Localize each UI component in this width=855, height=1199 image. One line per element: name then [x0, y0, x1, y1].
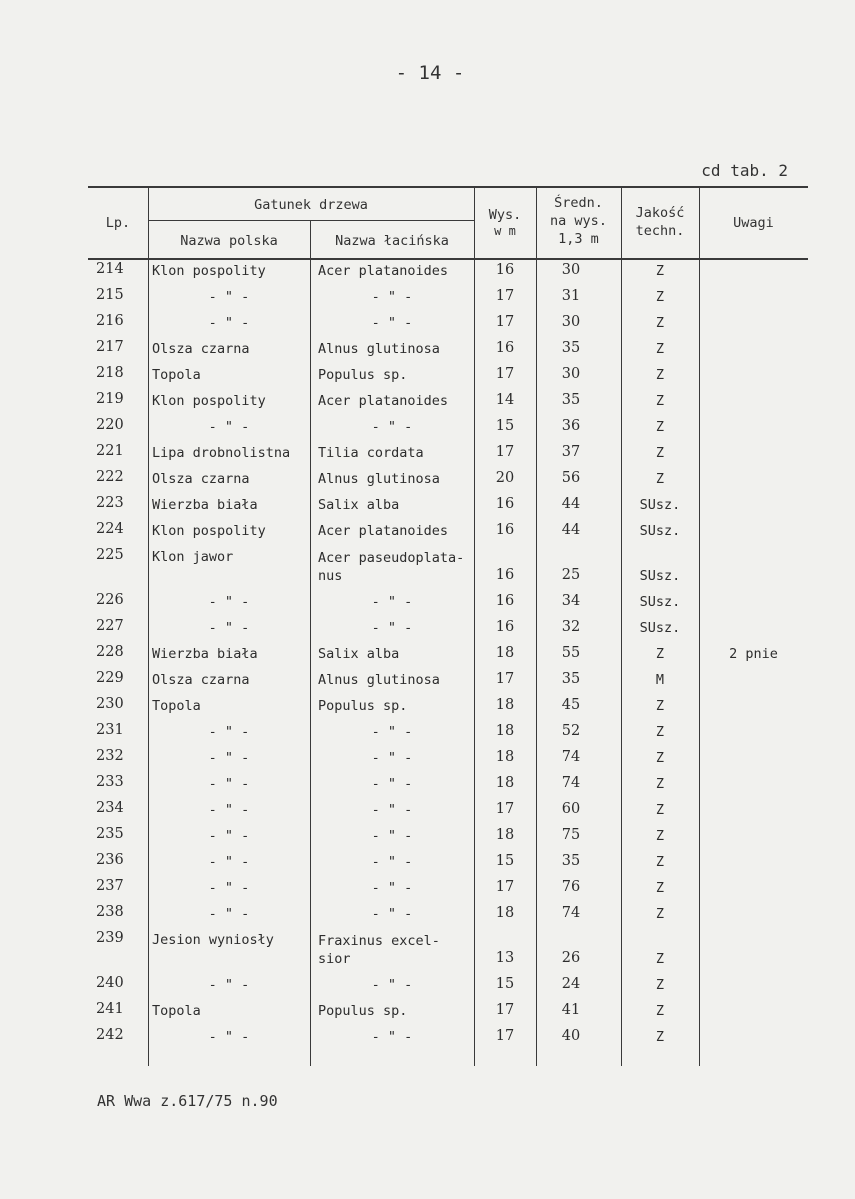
row-nazwa-lacinska: - " - — [371, 880, 413, 896]
row-nazwa-polska: - " - — [208, 315, 250, 331]
row-nazwa-polska: Topola — [152, 1003, 201, 1019]
row-nazwa-lacinska: - " - — [371, 419, 413, 435]
row-srednica: 36 — [561, 418, 581, 434]
row-lp: 214 — [96, 261, 124, 277]
row-jakosc: Z — [655, 289, 665, 305]
row-lp: 224 — [96, 521, 124, 537]
row-nazwa-lacinska: Tilia cordata — [318, 445, 424, 461]
row-nazwa-polska: - " - — [208, 776, 250, 792]
table-continuation-label: cd tab. 2 — [701, 161, 788, 180]
row-nazwa-polska: - " - — [208, 1029, 250, 1045]
row-jakosc: Z — [655, 854, 665, 870]
row-wysokosc: 17 — [495, 801, 515, 817]
row-nazwa-polska: Jesion wyniosły — [152, 932, 274, 948]
header-nazwa-polska: Nazwa polska — [180, 233, 278, 249]
row-jakosc: Z — [655, 776, 665, 792]
archive-reference: AR Wwa z.617/75 n.90 — [97, 1092, 278, 1110]
row-nazwa-polska: - " - — [208, 802, 250, 818]
row-nazwa-lacinska: Acer platanoides — [318, 393, 449, 409]
row-wysokosc: 18 — [495, 697, 515, 713]
row-srednica: 24 — [561, 976, 581, 992]
row-wysokosc: 17 — [495, 444, 515, 460]
row-lp: 218 — [96, 365, 124, 381]
row-srednica: 40 — [561, 1028, 581, 1044]
row-wysokosc: 14 — [495, 392, 515, 408]
row-wysokosc: 17 — [495, 671, 515, 687]
row-srednica: 60 — [561, 801, 581, 817]
row-nazwa-polska: - " - — [208, 750, 250, 766]
row-lp: 223 — [96, 495, 124, 511]
row-nazwa-polska: Topola — [152, 698, 201, 714]
row-lp: 229 — [96, 670, 124, 686]
row-nazwa-polska: - " - — [208, 724, 250, 740]
row-nazwa-lacinska: Acer platanoides — [318, 523, 449, 539]
row-srednica: 76 — [561, 879, 581, 895]
row-nazwa-polska: - " - — [208, 880, 250, 896]
row-wysokosc: 17 — [495, 879, 515, 895]
col-divider-uw — [699, 186, 700, 1066]
row-jakosc: Z — [655, 393, 665, 409]
row-nazwa-lacinska: Salix alba — [318, 497, 400, 513]
row-lp: 222 — [96, 469, 124, 485]
row-srednica: 55 — [561, 645, 581, 661]
row-jakosc: Z — [655, 698, 665, 714]
row-lp: 220 — [96, 417, 124, 433]
row-lp: 237 — [96, 878, 124, 894]
row-wysokosc: 18 — [495, 905, 515, 921]
row-jakosc: Z — [655, 1029, 665, 1045]
row-jakosc: Z — [655, 906, 665, 922]
row-jakosc: Z — [655, 724, 665, 740]
header-lp: Lp. — [105, 215, 131, 231]
row-nazwa-lacinska: Salix alba — [318, 646, 400, 662]
row-wysokosc: 16 — [495, 522, 515, 538]
row-nazwa-polska: Olsza czarna — [152, 471, 250, 487]
row-srednica: 30 — [561, 314, 581, 330]
row-nazwa-polska: Olsza czarna — [152, 341, 250, 357]
row-uwagi: 2 pnie — [729, 646, 778, 662]
row-lp: 235 — [96, 826, 124, 842]
row-jakosc: SUsz. — [639, 594, 681, 610]
row-lp: 221 — [96, 443, 124, 459]
table-top-rule — [88, 186, 808, 188]
subheader-rule — [148, 220, 474, 221]
row-nazwa-lacinska: - " - — [371, 854, 413, 870]
header-jakosc-1: Jakość — [635, 205, 685, 221]
row-lp: 241 — [96, 1001, 124, 1017]
row-lp: 232 — [96, 748, 124, 764]
row-jakosc: Z — [655, 315, 665, 331]
row-srednica: 35 — [561, 853, 581, 869]
row-srednica: 45 — [561, 697, 581, 713]
row-nazwa-lacinska: - " - — [371, 289, 413, 305]
row-srednica: 52 — [561, 723, 581, 739]
row-srednica: 74 — [561, 775, 581, 791]
header-nazwa-lacinska: Nazwa łacińska — [335, 233, 449, 249]
row-nazwa-polska: - " - — [208, 854, 250, 870]
row-lp: 233 — [96, 774, 124, 790]
row-wysokosc: 17 — [495, 1028, 515, 1044]
header-sredn-1: Średn. — [554, 195, 603, 211]
row-jakosc: Z — [655, 471, 665, 487]
row-srednica: 31 — [561, 288, 581, 304]
row-wysokosc: 20 — [495, 470, 515, 486]
row-nazwa-lacinska: - " - — [371, 750, 413, 766]
row-nazwa-lacinska: Alnus glutinosa — [318, 471, 440, 487]
row-nazwa-lacinska: - " - — [371, 594, 413, 610]
row-wysokosc: 18 — [495, 775, 515, 791]
row-srednica: 74 — [561, 749, 581, 765]
row-wysokosc: 16 — [495, 619, 515, 635]
row-lp: 226 — [96, 592, 124, 608]
row-nazwa-lacinska: Acer platanoides — [318, 263, 449, 279]
row-nazwa-polska: Topola — [152, 367, 201, 383]
header-wys-1: Wys. — [488, 207, 522, 223]
row-jakosc: M — [655, 672, 665, 688]
row-nazwa-polska: - " - — [208, 289, 250, 305]
page-number: - 14 - — [395, 62, 465, 84]
row-srednica: 56 — [561, 470, 581, 486]
row-jakosc: Z — [655, 951, 665, 967]
row-nazwa-polska: Wierzba biała — [152, 497, 258, 513]
row-srednica: 74 — [561, 905, 581, 921]
header-wys-2: w m — [494, 224, 516, 238]
row-jakosc: Z — [655, 367, 665, 383]
row-wysokosc: 18 — [495, 827, 515, 843]
row-jakosc: Z — [655, 828, 665, 844]
row-srednica: 37 — [561, 444, 581, 460]
row-srednica: 26 — [561, 950, 581, 966]
row-nazwa-lacinska: Alnus glutinosa — [318, 672, 440, 688]
row-nazwa-lacinska: - " - — [371, 828, 413, 844]
row-lp: 219 — [96, 391, 124, 407]
row-wysokosc: 17 — [495, 1002, 515, 1018]
row-nazwa-lacinska: Fraxinus excel-sior — [318, 933, 440, 967]
row-nazwa-lacinska: - " - — [371, 776, 413, 792]
row-jakosc: Z — [655, 880, 665, 896]
row-wysokosc: 16 — [495, 496, 515, 512]
row-nazwa-lacinska: Populus sp. — [318, 367, 408, 383]
row-srednica: 75 — [561, 827, 581, 843]
row-nazwa-lacinska: - " - — [371, 724, 413, 740]
header-gatunek: Gatunek drzewa — [254, 197, 368, 213]
row-jakosc: Z — [655, 419, 665, 435]
row-lp: 236 — [96, 852, 124, 868]
row-wysokosc: 16 — [495, 262, 515, 278]
row-jakosc: SUsz. — [639, 568, 681, 584]
header-sredn-2: na wys. — [550, 213, 607, 229]
row-nazwa-lacinska: - " - — [371, 315, 413, 331]
row-nazwa-polska: - " - — [208, 594, 250, 610]
row-srednica: 34 — [561, 593, 581, 609]
row-lp: 240 — [96, 975, 124, 991]
row-lp: 217 — [96, 339, 124, 355]
header-uwagi: Uwagi — [733, 215, 774, 231]
row-nazwa-lacinska: Populus sp. — [318, 698, 408, 714]
row-srednica: 30 — [561, 262, 581, 278]
row-jakosc: Z — [655, 341, 665, 357]
row-wysokosc: 17 — [495, 314, 515, 330]
row-jakosc: Z — [655, 802, 665, 818]
row-lp: 239 — [96, 930, 124, 946]
row-lp: 234 — [96, 800, 124, 816]
row-nazwa-polska: - " - — [208, 828, 250, 844]
row-srednica: 25 — [561, 567, 581, 583]
row-wysokosc: 17 — [495, 366, 515, 382]
row-lp: 238 — [96, 904, 124, 920]
row-wysokosc: 18 — [495, 723, 515, 739]
row-nazwa-polska: - " - — [208, 977, 250, 993]
header-jakosc-2: techn. — [635, 223, 685, 239]
row-lp: 216 — [96, 313, 124, 329]
row-jakosc: SUsz. — [639, 620, 681, 636]
row-srednica: 35 — [561, 392, 581, 408]
row-lp: 230 — [96, 696, 124, 712]
row-srednica: 44 — [561, 496, 581, 512]
row-lp: 227 — [96, 618, 124, 634]
row-srednica: 35 — [561, 340, 581, 356]
row-nazwa-polska: Olsza czarna — [152, 672, 250, 688]
row-lp: 242 — [96, 1027, 124, 1043]
row-wysokosc: 15 — [495, 976, 515, 992]
row-wysokosc: 18 — [495, 749, 515, 765]
row-nazwa-polska: Klon pospolity — [152, 263, 266, 279]
row-nazwa-polska: - " - — [208, 906, 250, 922]
row-jakosc: Z — [655, 750, 665, 766]
row-nazwa-lacinska: - " - — [371, 620, 413, 636]
row-nazwa-polska: - " - — [208, 419, 250, 435]
row-nazwa-lacinska: - " - — [371, 906, 413, 922]
row-nazwa-polska: - " - — [208, 620, 250, 636]
row-srednica: 30 — [561, 366, 581, 382]
row-wysokosc: 17 — [495, 288, 515, 304]
row-nazwa-lacinska: Populus sp. — [318, 1003, 408, 1019]
row-lp: 231 — [96, 722, 124, 738]
row-lp: 225 — [96, 547, 124, 563]
row-nazwa-lacinska: - " - — [371, 977, 413, 993]
row-wysokosc: 16 — [495, 567, 515, 583]
row-nazwa-polska: Klon jawor — [152, 549, 234, 565]
row-wysokosc: 13 — [495, 950, 515, 966]
row-jakosc: Z — [655, 263, 665, 279]
row-nazwa-lacinska: - " - — [371, 1029, 413, 1045]
row-srednica: 44 — [561, 522, 581, 538]
tree-inventory-table — [88, 186, 808, 1066]
row-wysokosc: 15 — [495, 853, 515, 869]
header-bottom-rule — [88, 258, 808, 260]
col-divider-lat — [310, 220, 311, 1066]
row-jakosc: SUsz. — [639, 497, 681, 513]
row-nazwa-polska: Klon pospolity — [152, 523, 266, 539]
row-nazwa-polska: Wierzba biała — [152, 646, 258, 662]
row-wysokosc: 16 — [495, 340, 515, 356]
row-wysokosc: 15 — [495, 418, 515, 434]
row-jakosc: Z — [655, 1003, 665, 1019]
row-wysokosc: 16 — [495, 593, 515, 609]
row-lp: 228 — [96, 644, 124, 660]
row-jakosc: Z — [655, 445, 665, 461]
row-nazwa-lacinska: - " - — [371, 802, 413, 818]
row-nazwa-lacinska: Acer paseudoplata-nus — [318, 550, 465, 584]
row-nazwa-polska: Klon pospolity — [152, 393, 266, 409]
row-srednica: 32 — [561, 619, 581, 635]
row-lp: 215 — [96, 287, 124, 303]
row-jakosc: Z — [655, 646, 665, 662]
row-jakosc: SUsz. — [639, 523, 681, 539]
row-srednica: 35 — [561, 671, 581, 687]
header-sredn-3: 1,3 m — [558, 231, 599, 247]
row-jakosc: Z — [655, 977, 665, 993]
row-wysokosc: 18 — [495, 645, 515, 661]
row-srednica: 41 — [561, 1002, 581, 1018]
row-nazwa-polska: Lipa drobnolistna — [152, 445, 291, 461]
row-nazwa-lacinska: Alnus glutinosa — [318, 341, 440, 357]
